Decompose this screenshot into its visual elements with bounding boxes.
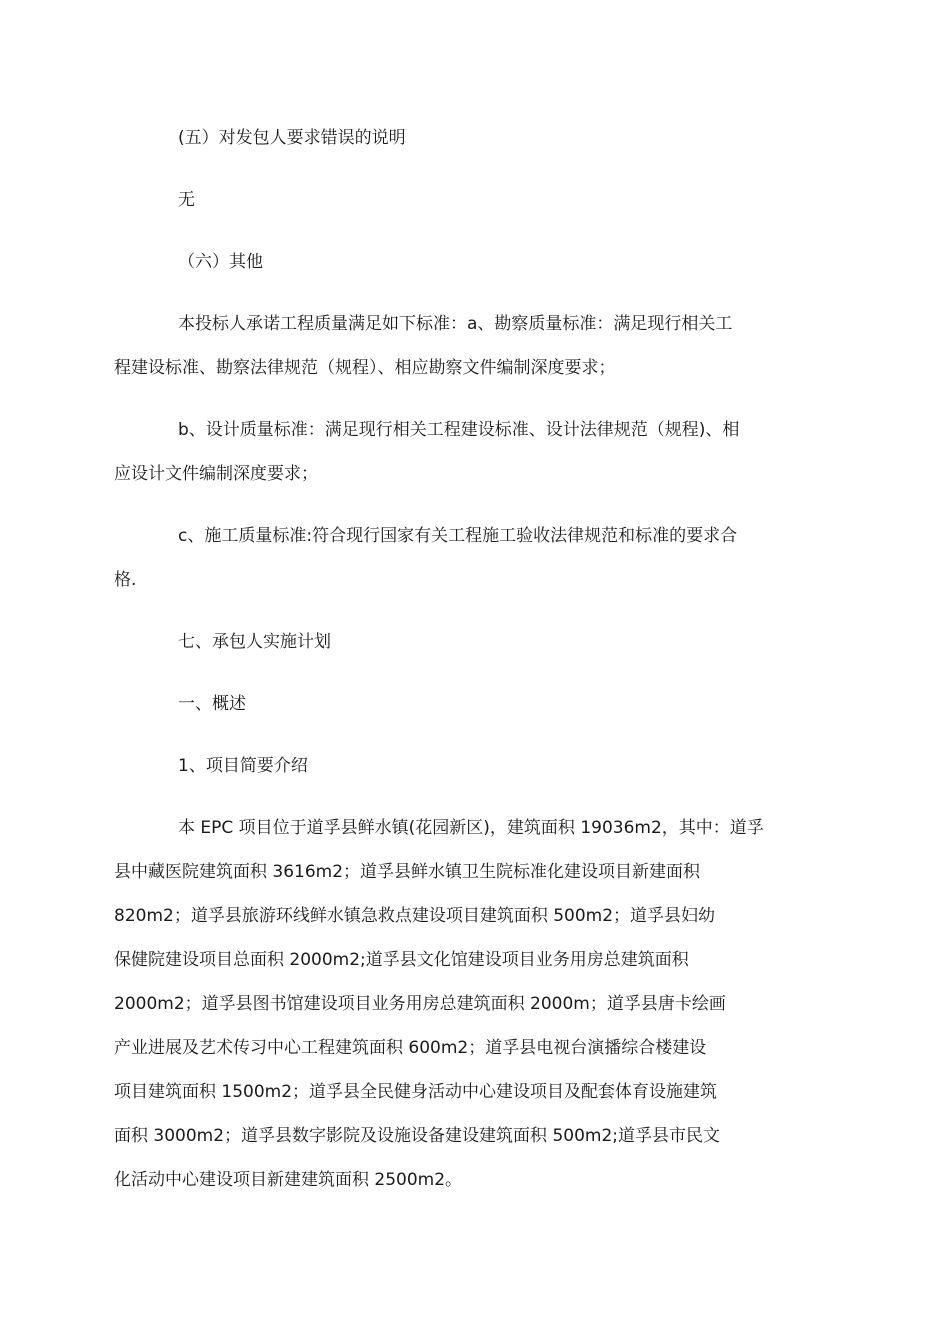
text-line: 面积 3000m2；道孚县数字影院及设施设备建设建筑面积 500m2;道孚县市民文 — [114, 1126, 720, 1146]
text-line: 1、项目简要介绍 — [178, 756, 308, 776]
text-line: 一、概述 — [178, 694, 246, 714]
text-line: 程建设标准、勘察法律规范（规程）、相应勘察文件编制深度要求； — [114, 358, 616, 378]
paragraph-quality-construction — [114, 514, 810, 602]
paragraph-none — [146, 178, 810, 222]
text-line: 应设计文件编制深度要求； — [114, 464, 318, 484]
text-line: 本 EPC 项目位于道孚县鲜水镇(花园新区)，建筑面积 19036m2，其中：道孚 — [178, 818, 764, 838]
text-line: 七、承包人实施计划 — [178, 632, 331, 652]
section-heading-5 — [146, 116, 810, 160]
text-line: b、设计质量标准：满足现行相关工程建设标准、设计法律规范（规程)、相 — [178, 420, 740, 440]
text-line: 化活动中心建设项目新建建筑面积 2500m2。 — [114, 1170, 463, 1190]
paragraph-project-intro — [114, 806, 810, 1202]
section-heading-overview — [146, 682, 810, 726]
text-line: (五）对发包人要求错误的说明 — [178, 128, 406, 148]
section-heading-intro — [146, 744, 810, 788]
section-heading-7 — [146, 620, 810, 664]
paragraph-quality-design — [114, 408, 810, 496]
text-line: 2000m2；道孚县图书馆建设项目业务用房总建筑面积 2000m；道孚县唐卡绘画 — [114, 994, 726, 1014]
text-line: 产业进展及艺术传习中心工程建筑面积 600m2；道孚县电视台演播综合楼建设 — [114, 1038, 707, 1058]
text-line: 格. — [114, 570, 137, 590]
text-line: （六）其他 — [178, 252, 263, 272]
section-heading-6 — [146, 240, 810, 284]
text-line: 本投标人承诺工程质量满足如下标准：a、勘察质量标准：满足现行相关工 — [178, 314, 733, 334]
text-line: 县中藏医院建筑面积 3616m2；道孚县鲜水镇卫生院标准化建设项目新建面积 — [114, 862, 701, 882]
text-line: 保健院建设项目总面积 2000m2;道孚县文化馆建设项目业务用房总建筑面积 — [114, 950, 689, 970]
text-line: 项目建筑面积 1500m2；道孚县全民健身活动中心建设项目及配套体育设施建筑 — [114, 1082, 718, 1102]
text-line: 无 — [178, 190, 195, 210]
paragraph-quality-survey — [114, 302, 810, 390]
text-line: 820m2；道孚县旅游环线鲜水镇急救点建设项目建筑面积 500m2；道孚县妇幼 — [114, 906, 716, 926]
text-line: c、施工质量标准:符合现行国家有关工程施工验收法律规范和标准的要求合 — [178, 526, 738, 546]
